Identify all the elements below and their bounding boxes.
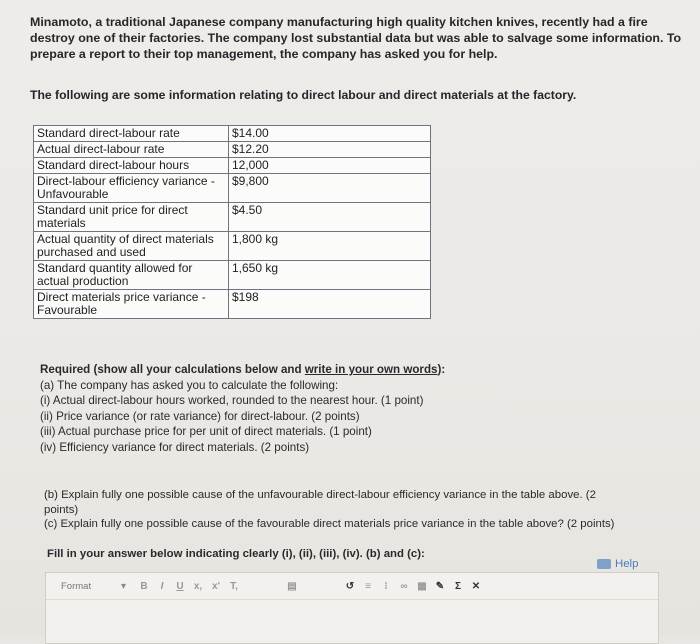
italic-button[interactable]: I xyxy=(160,580,164,592)
row-value: $198 xyxy=(229,290,431,319)
format-dropdown[interactable]: Format xyxy=(61,580,92,592)
table-row xyxy=(34,261,431,290)
row-value: $4.50 xyxy=(229,203,431,232)
part-b-c-section xyxy=(44,488,664,532)
answer-editor[interactable] xyxy=(45,572,659,644)
table-row xyxy=(34,158,431,174)
help-icon xyxy=(597,559,611,569)
table-icon[interactable]: ▦ xyxy=(417,580,427,592)
clear-format-button[interactable]: T, xyxy=(230,580,238,592)
close-icon[interactable]: ✕ xyxy=(471,580,481,592)
table-row xyxy=(34,126,431,142)
row-label: Direct-labour efficiency variance - Unfavourable xyxy=(34,174,229,203)
required-heading-end: ): xyxy=(437,363,446,376)
link-icon[interactable]: ∞ xyxy=(400,580,408,592)
table-row xyxy=(34,142,431,158)
question-b: (b) Explain fully one possible cause of the unfavourable direct-labour efficiency variance in the table above. (2 points) xyxy=(44,489,596,516)
required-heading-underlined: write in your own words xyxy=(304,363,438,376)
question-a-ii: (ii) Price variance (or rate variance) for direct-labour. (2 points) xyxy=(40,409,360,423)
row-label: Standard quantity allowed for actual production xyxy=(34,261,229,290)
lead-sentence: The following are some information relating to direct labour and direct materials at the factory. xyxy=(30,88,577,102)
table-row xyxy=(34,232,431,261)
question-a-iv: (iv) Efficiency variance for direct materials. (2 points) xyxy=(40,440,310,454)
help-link[interactable] xyxy=(597,558,638,570)
draw-icon[interactable]: ✎ xyxy=(435,580,445,592)
question-a-iii: (iii) Actual purchase price for per unit of direct materials. (1 point) xyxy=(40,425,372,438)
row-value: $9,800 xyxy=(229,174,431,203)
row-label: Actual quantity of direct materials purchased and used xyxy=(34,232,229,261)
underline-button[interactable]: U xyxy=(176,580,184,592)
row-label: Direct materials price variance - Favourable xyxy=(34,290,229,319)
row-value: $12.20 xyxy=(229,142,431,158)
help-label: Help xyxy=(615,558,639,570)
editor-toolbar xyxy=(46,573,658,600)
row-value: 1,800 kg xyxy=(229,232,431,261)
table-row xyxy=(34,203,431,232)
row-label: Standard direct-labour rate xyxy=(34,126,229,142)
numbered-list-icon[interactable]: ≡ xyxy=(365,580,371,592)
row-label: Standard direct-labour hours xyxy=(34,158,229,174)
superscript-button[interactable]: x' xyxy=(212,580,220,592)
row-value: 1,650 kg xyxy=(229,261,431,290)
question-c: (c) Explain fully one possible cause of the favourable direct materials price variance in the table above? (2 points) xyxy=(44,518,615,530)
required-section xyxy=(40,362,680,455)
row-label: Standard unit price for direct materials xyxy=(34,203,229,232)
data-table xyxy=(33,125,431,319)
question-a-i: (i) Actual direct-labour hours worked, rounded to the nearest hour. (1 point) xyxy=(40,394,424,407)
row-value: $14.00 xyxy=(229,126,431,142)
required-heading-start: Required (show all your calculations below and xyxy=(40,363,305,376)
paste-icon[interactable]: ▤ xyxy=(287,580,297,592)
intro-paragraph: Minamoto, a traditional Japanese company manufacturing high quality kitchen knives, recently had a fire destroy one of their factories. The company lost substantial data but was able to salvage some information. To prepare a report to their top management, the company has asked you for help. xyxy=(30,15,682,61)
row-value: 12,000 xyxy=(229,158,431,174)
table-row xyxy=(34,174,431,203)
bold-button[interactable]: B xyxy=(140,580,148,592)
table-row xyxy=(34,290,431,319)
sum-button[interactable]: Σ xyxy=(454,580,461,592)
row-label: Actual direct-labour rate xyxy=(34,142,229,158)
question-a: (a) The company has asked you to calculate the following: xyxy=(40,378,339,392)
required-heading xyxy=(40,362,680,378)
fill-instruction: Fill in your answer below indicating clearly (i), (ii), (iii), (iv). (b) and (c): xyxy=(47,548,425,560)
undo-icon[interactable]: ↺ xyxy=(345,580,355,592)
bullet-list-icon[interactable]: ⁝ xyxy=(384,580,388,592)
subscript-button[interactable]: x, xyxy=(193,580,203,592)
chevron-down-icon[interactable]: ▾ xyxy=(121,580,127,592)
